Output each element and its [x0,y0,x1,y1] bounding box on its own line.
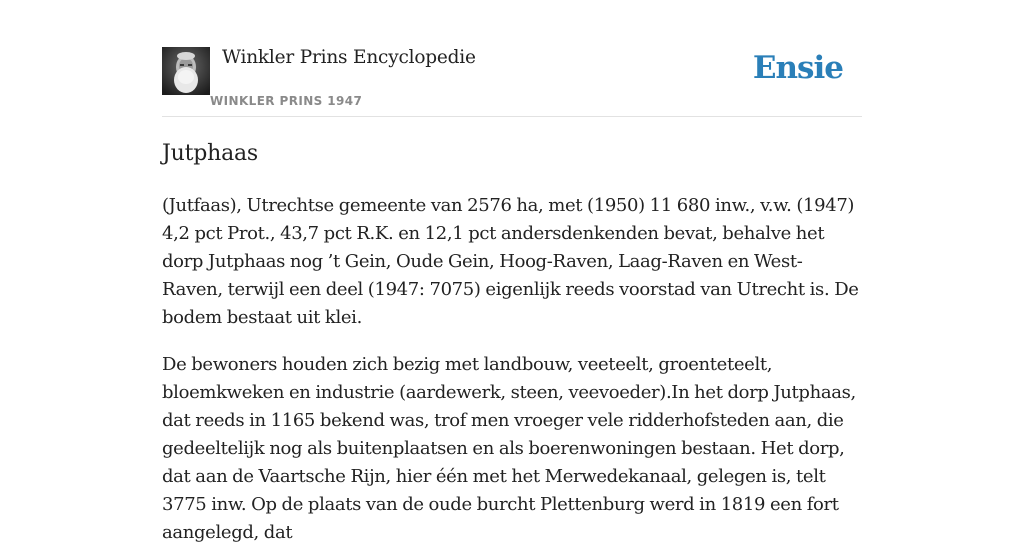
ensie-logo-link[interactable]: Ensie [752,50,843,86]
site-title[interactable]: Winkler Prins Encyclopedie [222,47,476,68]
author-avatar[interactable] [162,47,210,95]
article [162,138,862,547]
site-subtitle[interactable]: WINKLER PRINS 1947 [210,94,363,108]
portrait-avatar-icon [162,47,210,95]
article-paragraph-1: (Jutfaas), Utrechtse gemeente van 2576 ha, met (1950) 11 680 inw., v.w. (1947) 4,2 pct Prot., 43,7 pct R.K. en 12,1 pct andersdenkenden bevat, behalve het dorp Jutphaas nog ’t Gein, Oude Gein, Hoog-Raven, Laag-Raven en West-Raven, terwijl een deel (1947: 7075) eigenlijk reeds voorstad van Utrecht is. De bodem bestaat uit klei. [162,195,859,328]
article-paragraph-2: De bewoners houden zich bezig met landbouw, veeteelt, groenteteelt, bloemkweken en industrie (aardewerk, steen, veevoeder).In het dorp Jutphaas, dat reeds in 1165 bekend was, trof men vroeger vele ridderhofsteden aan, die gedeeltelijk nog als buitenplaatsen en als boerenwoningen bestaan. Het dorp, dat aan de Vaartsche Rijn, hier één met het Merwedekanaal, gelegen is, telt 3775 inw. Op de plaats van de oude burcht Plettenburg werd in 1819 een fort aangelegd, dat [162,354,856,543]
article-title: Jutphaas [162,141,259,166]
site-header [162,46,862,117]
